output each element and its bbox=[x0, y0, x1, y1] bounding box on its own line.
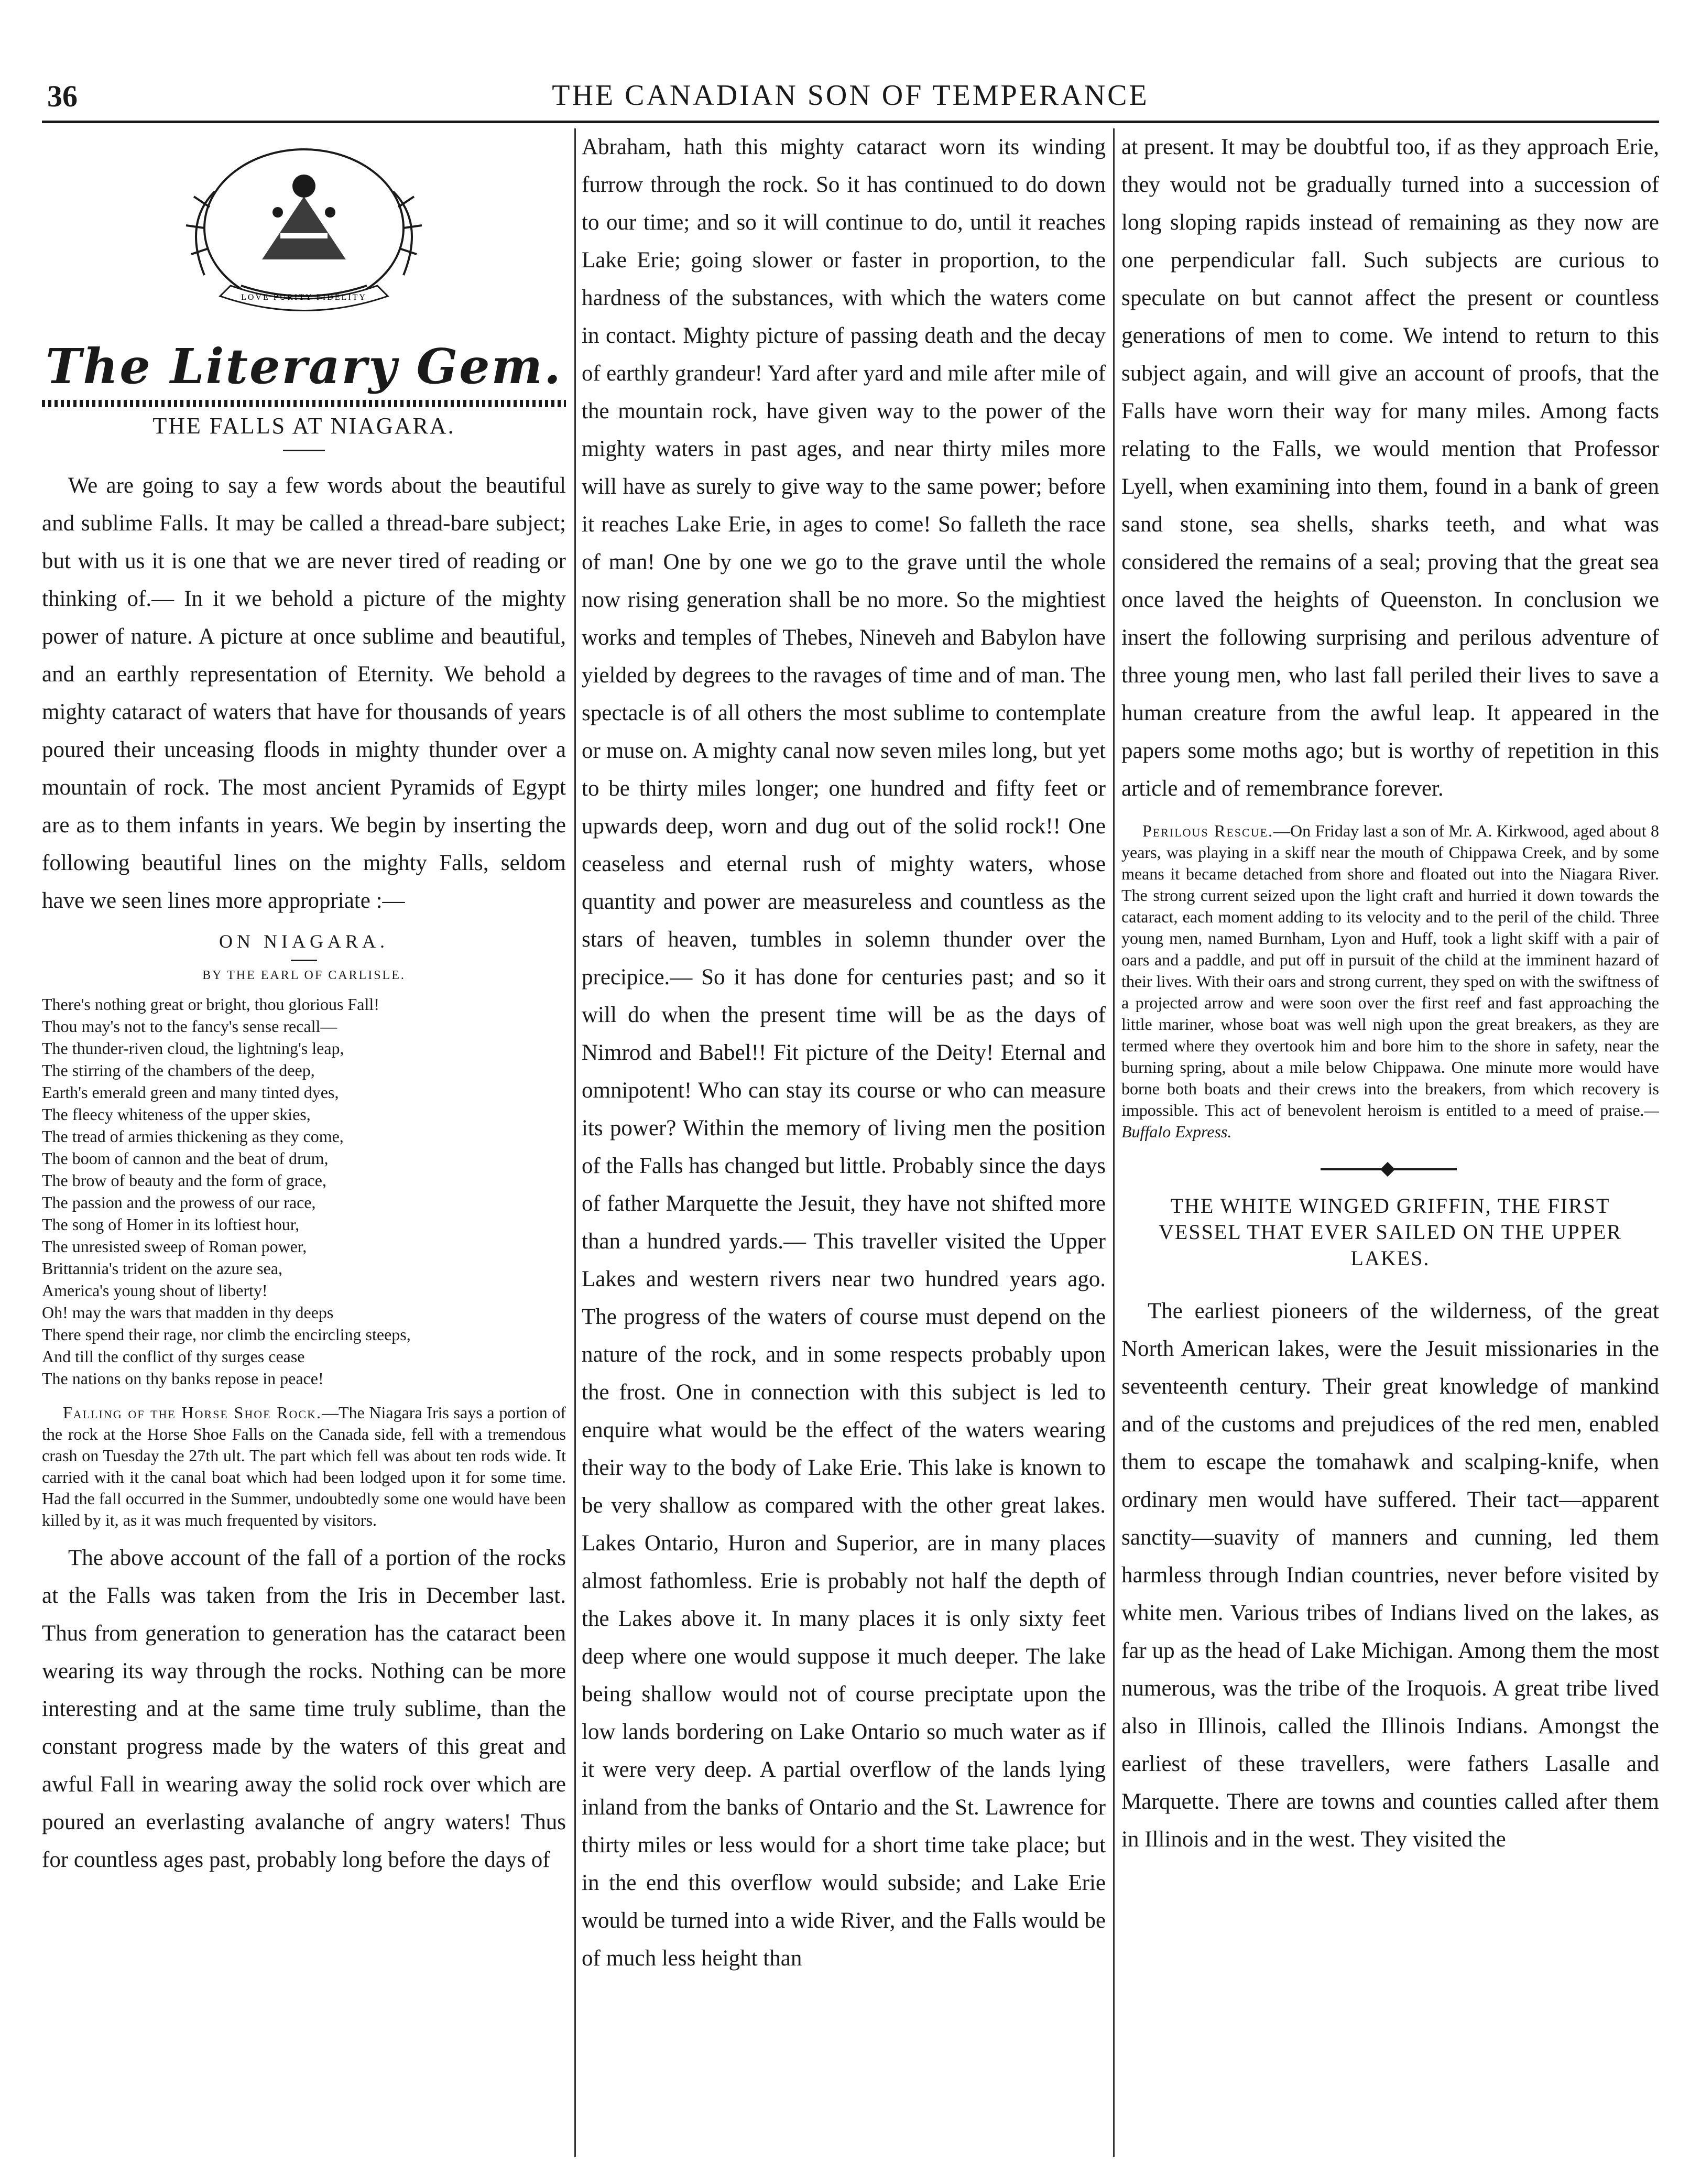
wavy-divider bbox=[42, 400, 566, 407]
poem-line: The thunder-riven cloud, the lightning's leap, bbox=[42, 1039, 344, 1058]
poem-line: There's nothing great or bright, thou glorious Fall! bbox=[42, 995, 379, 1014]
ribbon-text: LOVE PURITY FIDELITY bbox=[241, 293, 367, 302]
poem-title: ON NIAGARA. bbox=[219, 931, 389, 952]
ornamental-divider bbox=[1121, 1161, 1659, 1177]
running-title: THE CANADIAN SON OF TEMPERANCE bbox=[552, 79, 1149, 112]
intro-paragraph: We are going to say a few words about the beautiful and sublime Falls. It may be called a thread-bare subject; but with us it is one that we are never tired of reading or thinking of.— In it we behold a picture of the mighty power of nature. A picture at once sublime and beautiful, and an earthly representation of Eternity. We behold a mighty cataract of waters that have for thousands of years poured their unceasing floods in mighty thunder over a mountain of rock. The most ancient Pyramids of Egypt are as to them infants in years. We begin by inserting the following beautiful lines on the mighty Falls, seldom have we seen lines more appropriate :— bbox=[42, 473, 566, 913]
column-right bbox=[1121, 128, 1659, 1859]
griffin-paragraph: The earliest pioneers of the wilderness, of the great North American lakes, were the Jesuit missionaries in the seventeenth century. Their great knowledge of mankind and of the customs and prejudices of the red men, enabled them to escape the tomahawk and scalping-knife, when ordinary men would have suffered. Their tact—apparent sanctity—suavity of manners and cunning, led them harmless through Indian countries, never before visited by white men. Various tribes of Indians lived on the lakes, as far up as the head of Lake Michigan. Among them the most numerous, was the tribe of the Iroquois. A great tribe lived also in Illinois, called the Illinois Indians. Amongst the earliest of these travellers, were fathers Lasalle and Marquette. There are towns and counties called after them in Illinois and in the west. They visited the bbox=[1121, 1299, 1659, 1852]
poem-line: Thou may's not to the fancy's sense recall— bbox=[42, 1017, 337, 1036]
article-title-griffin: THE WHITE WINGED GRIFFIN, THE FIRST VESSEL THAT EVER SAILED ON THE UPPER LAKES. bbox=[1159, 1194, 1622, 1270]
news-item bbox=[42, 1402, 566, 1531]
poem-line: The boom of cannon and the beat of drum, bbox=[42, 1149, 329, 1168]
poem-line: Brittannia's trident on the azure sea, bbox=[42, 1259, 282, 1278]
poem-line: The song of Homer in its loftiest hour, bbox=[42, 1215, 300, 1234]
poem-line: The passion and the prowess of our race, bbox=[42, 1193, 316, 1212]
emblem-illustration bbox=[42, 128, 566, 328]
continued-paragraph: Abraham, hath this mighty cataract worn its winding furrow through the rock. So it has continued to do down to our time; and so it will continue to do, until it reaches Lake Erie; going slower or faster in proportion, to the hardness of the substances, with which the waters come in contact. Mighty picture of passing death and the decay of earthly grandeur! Yard after yard and mile after mile of the mountain rock, have given way to the power of the mighty waters in past ages, and near thirty miles more will have as surely to give way to the same power; before it reaches Lake Erie, in ages to come! So falleth the race of man! One by one we go to the grave until the whole now rising generation shall be no more. So the mightiest works and temples of Thebes, Nineveh and Babylon have yielded by degrees to the ravages of time and of man. The spectacle is of all others the most sublime to contemplate or muse on. A mighty canal now seven miles long, but yet to be thirty miles longer; one hundred and fifty feet or upwards deep, worn and dug out of the solid rock!! One ceaseless and eternal rush of mighty waters, whose quantity and power are measureless and countless as the stars of heaven, tumbles in solemn thunder over the precipice.— So it has done for centuries past; and so it will do when the present time will be as the days of Nimrod and Babel!! Fit picture of the Deity! Eternal and omnipotent! Who can stay its course or who can measure its power? Within the memory of living men the position of the Falls has changed but little. Probably since the days of father Marquette the Jesuit, they have not shifted more than a hundred yards.— This traveller visited the Upper Lakes and western rivers near two hundred years ago. The progress of the waters of course must depend on the nature of the rock, and in some respects probably upon the frost. One in connection with this subject is led to enquire what would be the effect of the waters wearing their way to the body of Lake Erie. This lake is known to be very shallow as compared with the other great lakes. Lakes Ontario, Huron and Superior, are in many places almost fathomless. Erie is probably not half the depth of the Lakes above it. In many places it is only sixty feet deep where one would suppose it much deeper. The lake being shallow would not of course preciptate upon the low lands bordering on Lake Ontario so much water as if it were very deep. A partial overflow of the lands lying inland from the banks of Ontario and the St. Lawrence for thirty miles or less would for a short time take place; but in the end this overflow would subside; and Lake Erie would be turned into a wide River, and the Falls would be of much less height than bbox=[582, 135, 1106, 1971]
rescue-source: —Buffalo Express. bbox=[1121, 1101, 1659, 1141]
poem-line: The brow of beauty and the form of grace, bbox=[42, 1171, 326, 1190]
poem-line: Oh! may the wars that madden in thy deeps bbox=[42, 1303, 334, 1322]
poem-line: And till the conflict of thy surges cease bbox=[42, 1347, 305, 1366]
poem-line: Earth's emerald green and many tinted dyes, bbox=[42, 1083, 339, 1102]
continued-paragraph: at present. It may be doubtful too, if as they approach Erie, they would not be gradually turned into a succession of long sloping rapids instead of remaining as they now are one perpendicular fall. Such subjects are curious to speculate on but cannot affect the present or countless generations of men to come. We intend to return to this subject again, and will give an account of proofs, that the Falls have worn their way for many miles. Among facts relating to the Falls, we would mention that Professor Lyell, when examining into them, found in a bank of green sand stone, sea shells, sharks teeth, and what was considered the remains of a seal; proving that the great sea once laved the heights of Queenston. In conclusion we insert the following surprising and perilous adventure of three young men, who last fall periled their lives to save a human creature from the awful leap. It appeared in the papers some moths ago; but is worthy of repetition in this article and of remembrance forever. bbox=[1121, 135, 1659, 801]
poem-line: The tread of armies thickening as they come, bbox=[42, 1127, 344, 1146]
diamond-icon bbox=[1380, 1162, 1395, 1177]
poem-line: The nations on thy banks repose in peace! bbox=[42, 1369, 324, 1388]
poem-body bbox=[42, 993, 566, 1389]
column-divider bbox=[1113, 128, 1115, 2157]
news-item-text: —The Niagara Iris says a portion of the rock at the Horse Shoe Falls on the Canada side, fell with a tremendous crash on Tuesday the 27th ult. The part which fell was about ten rods wide. It carried with it the canal boat which had been lodged upon it for some time. Had the fall occurred in the Summer, undoubtedly some one would have been killed by it, as it was much frequented by visitors. bbox=[42, 1403, 566, 1529]
rescue-item bbox=[1121, 820, 1659, 1143]
rescue-heading: Perilous Rescue. bbox=[1142, 821, 1274, 840]
short-rule bbox=[283, 450, 325, 451]
news-item-heading: Falling of the Horse Shoe Rock. bbox=[63, 1403, 322, 1422]
column-middle bbox=[582, 128, 1106, 1977]
poem-line: America's young shout of liberty! bbox=[42, 1281, 268, 1300]
closing-paragraph: The above account of the fall of a portion of the rocks at the Falls was taken from the Iris in December last. Thus from generation to generation has the cataract been wearing its way through the rocks. Nothing can be more interesting and at the same time truly sublime, than the constant progress made by the waters of this great and awful Fall in wearing away the solid rock over which are poured an everlasting avalanche of angry waters! Thus for countless ages past, probably long before the days of bbox=[42, 1546, 566, 1872]
wreath-emblem-icon bbox=[42, 128, 566, 328]
short-rule bbox=[291, 960, 317, 961]
rescue-text: —On Friday last a son of Mr. A. Kirkwood, aged about 8 years, was playing in a skiff near the mouth of Chippawa Creek, and by some means it became detached from shore and floated out into the Niagara River. The strong current seized upon the light craft and hurried it down towards the cataract, each moment adding to its velocity and to the peril of the child. Three young men, named Burnham, Lyon and Huff, took a light skiff with a pair of oars and a paddle, and put off in pursuit of the child at the imminent hazard of their lives. With their oars and strong current, they sped on with the swiftness of a projected arrow and were soon over the first reef and fast approaching the little mariner, whose boat was well nigh upon the great breakers, as they are termed where they overtook him and bore him to the shore in safety, near the burning spring, about a mile below Chippawa. One minute more would have borne both boats and their crews into the breakers, from which recovery is impossible. This act of benevolent heroism is entitled to a meed of praise. bbox=[1121, 821, 1659, 1120]
poem-author: BY THE EARL OF CARLISLE. bbox=[202, 969, 406, 982]
poem-line: There spend their rage, nor climb the encircling steeps, bbox=[42, 1325, 411, 1344]
article-title: THE FALLS AT NIAGARA. bbox=[152, 413, 455, 439]
column-left bbox=[42, 128, 566, 1879]
page-number: 36 bbox=[47, 79, 78, 113]
poem-line: The stirring of the chambers of the deep, bbox=[42, 1061, 315, 1080]
column-divider bbox=[574, 128, 576, 2157]
section-title: The Literary Gem. bbox=[45, 338, 563, 395]
poem-line: The fleecy whiteness of the upper skies, bbox=[42, 1105, 311, 1124]
header-rule bbox=[42, 121, 1659, 123]
page-header bbox=[42, 79, 1659, 121]
poem-line: The unresisted sweep of Roman power, bbox=[42, 1237, 307, 1256]
